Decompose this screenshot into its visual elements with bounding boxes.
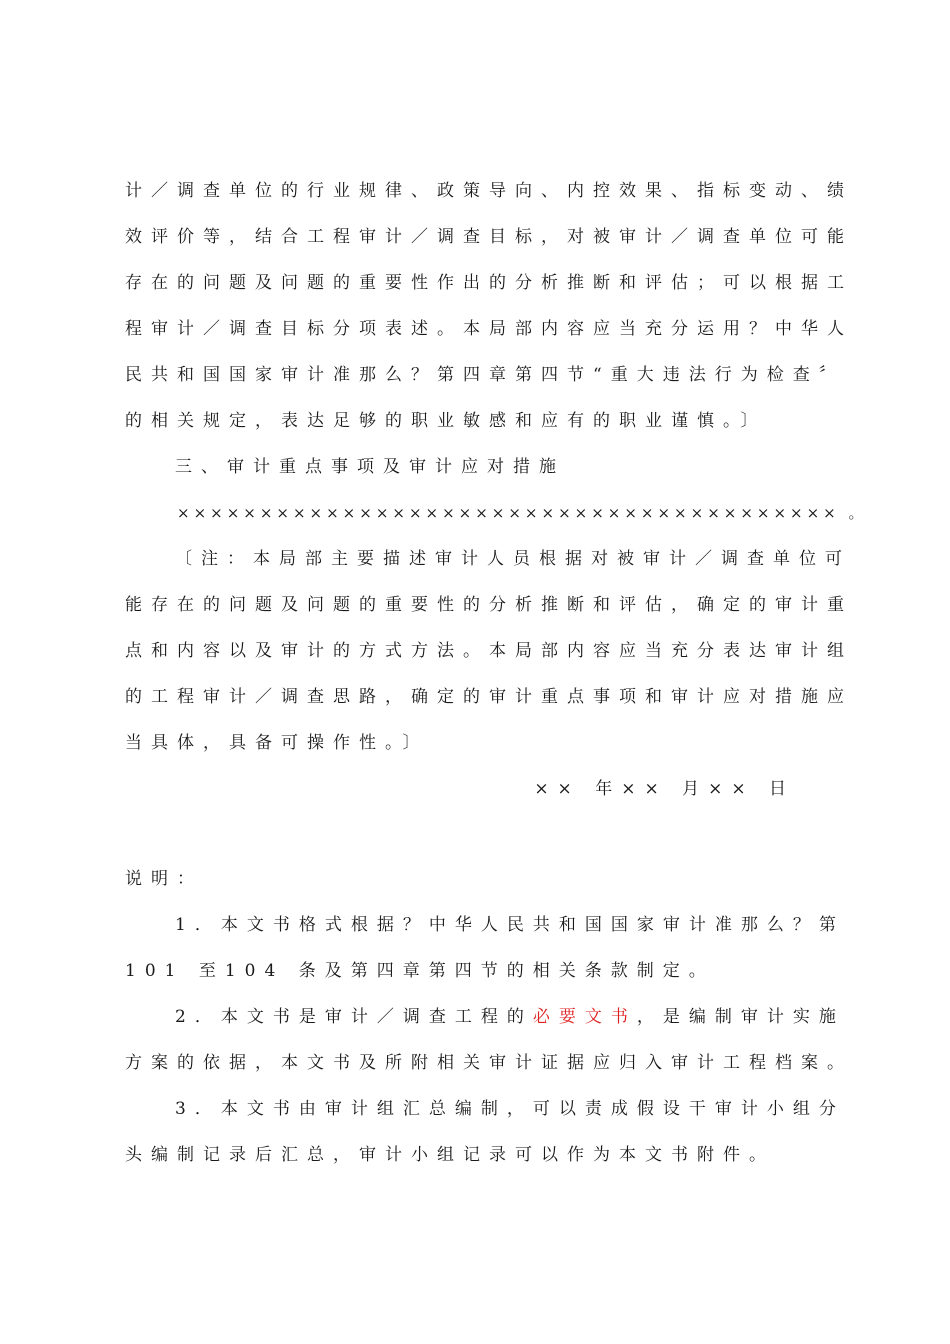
item2-text-pre: 2．本文书是审计／调查工程的 — [175, 1007, 533, 1027]
text-line: 程审计／调查目标分项表述。本局部内容应当充分运用？中华人 — [125, 319, 853, 339]
text-line: 点和内容以及审计的方式方法。本局部内容应当充分表达审计组 — [125, 641, 853, 661]
explanation-item-1 — [125, 902, 845, 994]
text-line: 101 至104 条及第四章第四节的相关条款制定。 — [125, 961, 715, 981]
text-line: 计／调查单位的行业规律、政策导向、内控效果、指标变动、绩 — [125, 181, 853, 201]
explanation-label: 说明： — [125, 869, 203, 889]
analysis-paragraph — [125, 168, 853, 444]
text-line: 〔注：本局部主要描述审计人员根据对被审计／调查单位可 — [175, 549, 851, 569]
text-line: 方案的依据，本文书及所附相关审计证据应归入审计工程档案。 — [125, 1053, 853, 1073]
explanation-item-2 — [125, 994, 853, 1086]
text-line: 3．本文书由审计组汇总编制，可以责成假设干审计小组分 — [175, 1099, 845, 1119]
placeholder-end: 。 — [848, 504, 868, 522]
placeholder-line — [125, 490, 868, 536]
note-paragraph — [125, 536, 853, 766]
document-page — [125, 168, 868, 1178]
text-line: 效评价等，结合工程审计／调查目标，对被审计／调查单位可能 — [125, 227, 853, 247]
text-line: 的相关规定，表达足够的职业敏感和应有的职业谨慎。〕 — [125, 411, 767, 431]
text-line: 民共和国国家审计准那么？第四章第四节“重大违法行为检查〞 — [125, 365, 845, 385]
date-line: ×× 年×× 月×× 日 — [534, 779, 795, 799]
text-line: 能存在的问题及问题的重要性的分析推断和评估，确定的审计重 — [125, 595, 853, 615]
text-line: 头编制记录后汇总，审计小组记录可以作为本文书附件。 — [125, 1145, 775, 1165]
placeholder-marks: ×××××××××××××××××××××××××××××××××××××××× — [177, 504, 840, 522]
text-line: 1．本文书格式根据？中华人民共和国国家审计准那么？第 — [175, 915, 845, 935]
text-line — [125, 994, 845, 1040]
item2-text-post: ，是编制审计实施 — [636, 1007, 845, 1027]
spacer — [125, 812, 823, 856]
highlighted-term: 必要文书 — [532, 1007, 637, 1027]
explanation-item-3 — [125, 1086, 845, 1178]
text-line: 存在的问题及问题的重要性作出的分析推断和评估；可以根据工 — [125, 273, 853, 293]
section-heading: 三、审计重点事项及审计应对措施 — [175, 457, 565, 477]
text-line: 的工程审计／调查思路，确定的审计重点事项和审计应对措施应 — [125, 687, 853, 707]
text-line: 当具体，具备可操作性。〕 — [125, 733, 429, 753]
